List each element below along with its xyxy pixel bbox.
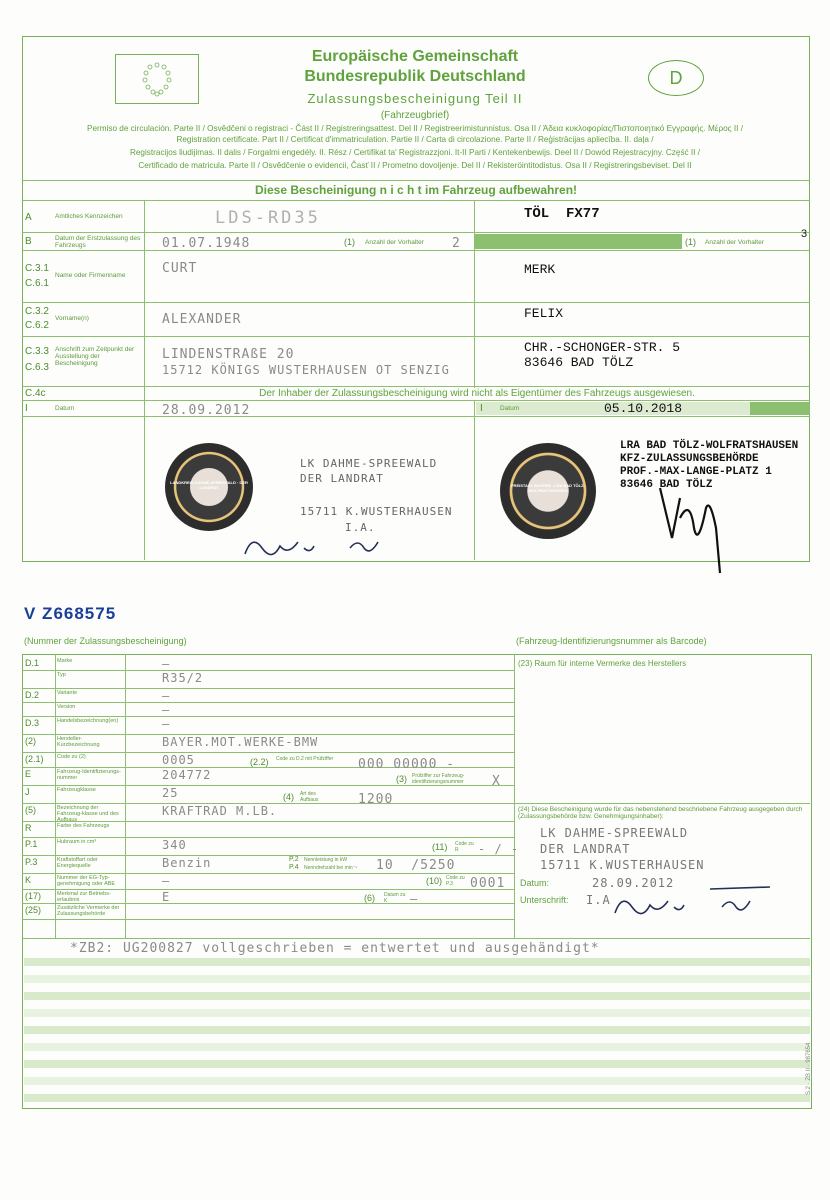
- label-4: Art des Aufbaus: [300, 791, 319, 803]
- vehicle-row-value: 25: [162, 786, 179, 800]
- num-owners-code: (1): [344, 237, 355, 247]
- vehicle-row-label: Marke: [57, 658, 73, 664]
- vehicle-row-label: Variante: [57, 690, 78, 696]
- divider: [125, 654, 126, 938]
- divider: [22, 336, 810, 337]
- vehicle-row-label: Handelsbezeichnung(en): [57, 718, 119, 724]
- authority1-line4: I.A.: [345, 521, 376, 534]
- label-p2: Nennleistung in kW: [304, 857, 348, 863]
- row-divider: [22, 702, 514, 703]
- divider: [22, 232, 810, 233]
- certificate-number: V Z668575: [24, 604, 117, 623]
- header-title-1: Europäische Gemeinschaft: [311, 48, 519, 65]
- value-11: - / -: [478, 842, 520, 856]
- code-10: (10): [426, 876, 443, 886]
- label-p4: Nenndrehzahl bei min⁻¹: [304, 865, 357, 871]
- row-divider: [22, 855, 514, 856]
- label-11: Code zu R: [455, 841, 474, 853]
- owner2-num-prev: 3: [801, 228, 808, 240]
- vehicle-row-code: D.3: [25, 718, 40, 728]
- vehicle-row-code: D.2: [25, 690, 40, 700]
- panel-24-date: 28.09.2012: [592, 876, 675, 890]
- vehicle-row-value: E: [162, 890, 171, 904]
- margin-code: S.2 · ZB II · 987654: [806, 1042, 812, 1095]
- label-address: Anschrift zum Zeitpunkt der Ausstellung der Bescheinigung: [55, 346, 135, 367]
- authority2-line2: KFZ-ZULASSUNGSBEHÖRDE: [620, 453, 759, 465]
- vehicle-row-code: (25): [25, 905, 42, 915]
- vehicle-row-value: Benzin: [162, 856, 212, 870]
- vehicle-row-code: K: [25, 875, 32, 885]
- code-6: (6): [364, 893, 375, 903]
- row-code-a: A: [25, 212, 32, 223]
- vehicle-row-code: P.3: [25, 857, 38, 867]
- divider: [22, 250, 810, 251]
- vehicle-row-label: Kraftstoffart oder Energiequelle: [57, 857, 98, 869]
- shaded-band: [750, 402, 810, 415]
- owner2-name: MERK: [524, 262, 556, 277]
- divider: [144, 200, 145, 560]
- panel-23-label: (23) Raum für interne Vermerke des Herstellers: [518, 659, 687, 668]
- vehicle-row-value: 204772: [162, 768, 212, 782]
- row-divider: [22, 785, 514, 786]
- row-divider: [22, 837, 514, 838]
- remark-band: [24, 1026, 810, 1034]
- divider: [474, 400, 475, 560]
- code-3: (3): [396, 774, 407, 784]
- seal-text: FREISTAAT BAYERN · LRA BAD TÖLZ-WOLFRATSHAUSEN: [511, 483, 585, 494]
- row-code-c33: C.3.3: [25, 346, 49, 357]
- row-code-i-2: I: [480, 403, 483, 414]
- vehicle-row-value: –: [162, 703, 171, 717]
- authority1-line2: DER LANDRAT: [300, 472, 384, 485]
- header-title-3: Zulassungsbescheinigung Teil II: [307, 91, 523, 106]
- divider: [22, 400, 810, 401]
- row-code-c31: C.3.1: [25, 263, 49, 274]
- label-plate: Amtliches Kennzeichen: [55, 213, 123, 220]
- row-divider: [22, 903, 514, 904]
- value-4: 1200: [358, 792, 394, 807]
- remark-text: *ZB2: UG200827 vollgeschrieben = entwertet und ausgehändigt*: [70, 941, 600, 956]
- row-code-c63: C.6.3: [25, 362, 49, 373]
- divider: [22, 938, 810, 939]
- country-oval: D: [648, 60, 704, 96]
- divider: [514, 803, 810, 804]
- panel-24-signature-label: Unterschrift:: [520, 895, 569, 905]
- code-p2: P.2: [289, 856, 299, 863]
- code-p4: P.4: [289, 864, 299, 871]
- vehicle-row-label: Code zu (2): [57, 754, 86, 760]
- remark-band: [24, 1094, 810, 1102]
- seal-dahme-spreewald: [165, 443, 253, 531]
- label-first-registration: Datum der Erstzulassung des Fahrzeugs: [55, 235, 141, 249]
- authority1-line3: 15711 K.WUSTERHAUSEN: [300, 505, 453, 518]
- authority2-line1: LRA BAD TÖLZ-WOLFRATSHAUSEN: [620, 440, 799, 452]
- vehicle-row-label: Fahrzeug-Identifizierungs-nummer: [57, 769, 121, 781]
- vehicle-row-code: (5): [25, 805, 36, 815]
- owner1-name: CURT: [162, 261, 198, 276]
- seal-text: LANDKREIS DAHME-SPREEWALD · DER LANDRAT: [170, 479, 248, 490]
- row-divider: [22, 688, 514, 689]
- vehicle-row-label: Hubraum in cm³: [57, 839, 97, 845]
- value-2-2: 000 00000 -: [358, 757, 456, 772]
- row-code-c4c: C.4c: [25, 388, 46, 399]
- row-code-c61: C.6.1: [25, 278, 49, 289]
- vehicle-row-value: –: [162, 717, 171, 731]
- code-11: (11): [432, 842, 448, 852]
- vehicle-row-code: J: [25, 787, 30, 797]
- divider: [22, 180, 810, 181]
- signature-2: [650, 478, 740, 583]
- owner2-city: 83646 BAD TÖLZ: [524, 355, 634, 370]
- panel-24-line2: DER LANDRAT: [540, 842, 631, 856]
- multilingual-line-4: Certificado de matricula. Parte II / Osvědčenie o evidencii, Časť II / Prometno dovoljenje. Del II / Rekisteröintitodistus. Osa II / Registreringsbeviset. Del II: [138, 161, 692, 170]
- label-10: Code zu P.3: [446, 875, 465, 887]
- remark-band: [24, 958, 810, 966]
- label-firstname: Vorname(n): [55, 315, 89, 322]
- label-date: Datum: [55, 405, 75, 412]
- divider: [22, 200, 810, 201]
- multilingual-line-1: Permiso de circulación. Parte II / Osvědčeni o registraci - Část II / Registreringsattest. Del II / Registreerimistunnistus. Osa II / Άδεια κυκλοφορίας/Πιστοποιητικό Εγγραφής. Μέρος II /: [87, 124, 743, 133]
- vehicle-row-code: E: [25, 769, 32, 779]
- authority2-line3: PROF.-MAX-LANGE-PLATZ 1: [620, 466, 772, 478]
- multilingual-line-3: Registracijos liudijimas. II dalis / Forgalmi engedély. II. Rész / Certifikat ta' Registrazzjoni. It-II Parti / Kentekenbewijs. Deel II / Dowód Rejestracyjny. Część II /: [129, 148, 701, 157]
- seal-bad-toelz: [500, 443, 596, 539]
- vehicle-data-frame: [22, 654, 812, 1109]
- label-name: Name oder Firmenname: [55, 272, 126, 279]
- warning-text: Diese Bescheinigung n i c h t im Fahrzeug aufbewahren!: [254, 183, 578, 197]
- vehicle-row-code: (2): [25, 736, 36, 746]
- owner1-first-registration: 01.07.1948: [162, 236, 251, 251]
- owner1-date: 28.09.2012: [162, 403, 251, 418]
- certificate-number-label: (Nummer der Zulassungsbescheinigung): [24, 636, 187, 646]
- label-3: Prüfziffer zur Fahrzeug-identifizierungsnummer: [412, 773, 465, 785]
- code-2-2: (2.2): [250, 757, 269, 767]
- vehicle-row-value: –: [162, 689, 171, 703]
- vehicle-row-code: D.1: [25, 658, 40, 668]
- vehicle-row-label: Nummer der EG-Typ-genehmigung oder ABE: [57, 875, 116, 887]
- label-2-2: Code zu D.2 mit Prüfziffer: [276, 756, 334, 762]
- vehicle-row-value: 340: [162, 838, 187, 852]
- owner1-city: 15712 KÖNIGS WUSTERHAUSEN OT SENZIG: [162, 363, 450, 377]
- owner2-street: CHR.-SCHONGER-STR. 5: [524, 340, 681, 355]
- label-date-2: Datum: [500, 405, 520, 412]
- row-divider: [22, 919, 514, 920]
- owner2-plate: TÖL FX77: [524, 206, 600, 222]
- header-title-2: Bundesrepublik Deutschland: [304, 68, 526, 85]
- vehicle-row-code: P.1: [25, 839, 38, 849]
- divider: [22, 416, 810, 417]
- remark-band: [24, 1077, 810, 1085]
- divider: [22, 386, 810, 387]
- vehicle-row-label: Typ: [57, 672, 66, 678]
- authority2-line4: 83646 BAD TÖLZ: [620, 479, 713, 491]
- value-10: 0001: [470, 876, 506, 891]
- divider: [55, 654, 56, 938]
- remark-band: [24, 1060, 810, 1068]
- vehicle-row-label: Merkmal zur Betriebs-erlaubnis: [57, 891, 111, 903]
- vehicle-row-value: R35/2: [162, 671, 204, 685]
- vehicle-row-label: Farbe des Fahrzeugs: [57, 823, 110, 829]
- label-6: Datum zu K: [384, 892, 406, 904]
- vehicle-row-value: KRAFTRAD M.LB.: [162, 804, 278, 818]
- vehicle-row-label: Version: [57, 704, 76, 710]
- barcode-label: (Fahrzeug-Identifizierungsnummer als Barcode): [516, 636, 707, 646]
- num-owners-label: Anzahl der Vorhalter: [365, 239, 424, 246]
- vehicle-row-value: –: [162, 874, 171, 888]
- vehicle-row-value: –: [162, 657, 171, 671]
- owner1-firstname: ALEXANDER: [162, 312, 242, 327]
- panel-24-date-label: Datum:: [520, 878, 550, 888]
- signature-3: [610, 885, 780, 925]
- multilingual-line-2: Registration certificate. Part II / Certificat d'immatriculation. Partie II / Carta di circolazione. Parte II / Reģistrācijas apliecība. II. daļa /: [176, 135, 654, 144]
- owner2-date: 05.10.2018: [604, 401, 683, 416]
- panel-24-ia: I.A: [586, 893, 611, 907]
- vehicle-row-label: Hersteller-Kurzbezeichnung: [57, 736, 100, 748]
- num-owners-code-2: (1): [685, 237, 696, 247]
- remark-band: [24, 975, 810, 983]
- divider: [474, 200, 475, 388]
- code-4: (4): [283, 792, 294, 802]
- owner1-num-prev: 2: [452, 236, 461, 251]
- owner1-street: LINDENSTRAßE 20: [162, 347, 295, 362]
- row-code-i: I: [25, 403, 28, 414]
- num-owners-label-2: Anzahl der Vorhalter: [705, 239, 764, 246]
- row-code-c32: C.3.2: [25, 306, 49, 317]
- row-divider: [22, 670, 514, 671]
- row-code-b: B: [25, 236, 32, 247]
- vehicle-row-value: BAYER.MOT.WERKE-BMW: [162, 735, 319, 749]
- vehicle-row-label: Bezeichnung der Fahrzeug-klasse und des Aufbaus: [57, 805, 119, 823]
- row-divider: [22, 889, 514, 890]
- value-p2-p4: 10 /5250: [376, 858, 456, 873]
- remark-band: [24, 1043, 810, 1051]
- row-divider: [22, 752, 514, 753]
- vehicle-row-value: 0005: [162, 753, 195, 767]
- vehicle-row-label: Zusätzliche Vermerke der Zulassungsbehörde: [57, 905, 120, 917]
- divider: [22, 302, 810, 303]
- divider: [514, 654, 515, 938]
- row-divider: [22, 716, 514, 717]
- shaded-band: [474, 234, 682, 249]
- row-divider: [22, 873, 514, 874]
- owner2-firstname: FELIX: [524, 306, 564, 321]
- panel-24-label: (24) Diese Bescheinigung wurde für das nebenstehend beschriebene Fahrzeug ausgegeben durch (Zulassungsbehörde bzw. Genehmigungsinhaber):: [518, 806, 803, 820]
- vehicle-row-code: (17): [25, 891, 42, 901]
- value-3: X: [492, 774, 501, 789]
- signature-1: [240, 528, 400, 565]
- value-6: –: [410, 892, 419, 906]
- authority1-line1: LK DAHME-SPREEWALD: [300, 457, 438, 470]
- vehicle-row-code: R: [25, 823, 32, 833]
- row-code-c62: C.6.2: [25, 320, 49, 331]
- remark-band: [24, 992, 810, 1000]
- vehicle-row-code: (2.1): [25, 754, 44, 764]
- header-subtitle: (Fahrzeugbrief): [380, 110, 450, 121]
- panel-24-line1: LK DAHME-SPREEWALD: [540, 826, 689, 840]
- remark-band: [24, 1009, 810, 1017]
- panel-24-line3: 15711 K.WUSTERHAUSEN: [540, 858, 705, 872]
- vehicle-row-label: Fahrzeugklasse: [57, 787, 96, 793]
- owner1-plate: LDS-RD35: [215, 208, 321, 228]
- c4c-statement: Der Inhaber der Zulassungsbescheinigung wird nicht als Eigentümer des Fahrzeugs ausgewiesen.: [259, 388, 695, 399]
